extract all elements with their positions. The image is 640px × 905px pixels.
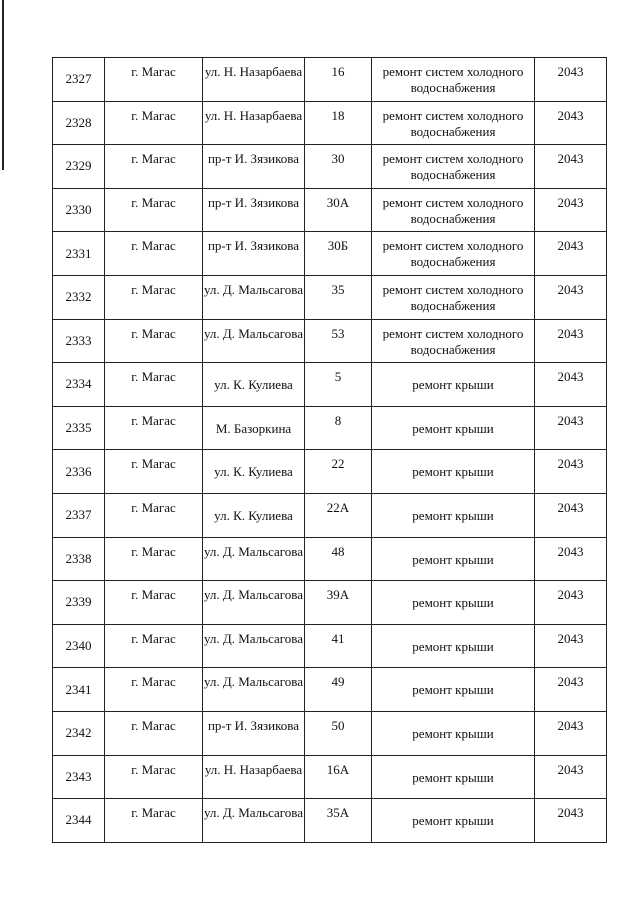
- table-row: [53, 232, 607, 276]
- table-row: [53, 101, 607, 145]
- street-cell: ул. К. Кулиева: [203, 363, 305, 407]
- repair-schedule-table: [52, 57, 607, 843]
- row-number-cell: 2332: [53, 275, 105, 319]
- work-type-cell: ремонт крыши: [372, 668, 535, 712]
- table-row: [53, 450, 607, 494]
- city-cell: г. Магас: [105, 363, 203, 407]
- work-type-cell: ремонт систем холодного водоснабжения: [372, 275, 535, 319]
- house-number-cell: 30Б: [305, 232, 372, 276]
- row-number-cell: 2335: [53, 406, 105, 450]
- row-number-cell: 2327: [53, 58, 105, 102]
- row-number-cell: 2330: [53, 188, 105, 232]
- street-cell: ул. Д. Мальсагова: [203, 537, 305, 581]
- house-number-cell: 49: [305, 668, 372, 712]
- scan-left-edge-line: [2, 0, 4, 170]
- street-cell: ул. Д. Мальсагова: [203, 799, 305, 843]
- table-row: [53, 668, 607, 712]
- row-number-cell: 2336: [53, 450, 105, 494]
- city-cell: г. Магас: [105, 799, 203, 843]
- work-type-cell: ремонт крыши: [372, 755, 535, 799]
- street-cell: ул. Н. Назарбаева: [203, 58, 305, 102]
- table-row: [53, 755, 607, 799]
- street-cell: ул. Д. Мальсагова: [203, 624, 305, 668]
- work-type-cell: ремонт систем холодного водоснабжения: [372, 58, 535, 102]
- table-row: [53, 581, 607, 625]
- row-number-cell: 2339: [53, 581, 105, 625]
- house-number-cell: 8: [305, 406, 372, 450]
- city-cell: г. Магас: [105, 145, 203, 189]
- street-cell: М. Базоркина: [203, 406, 305, 450]
- table-row: [53, 493, 607, 537]
- city-cell: г. Магас: [105, 755, 203, 799]
- work-type-cell: ремонт систем холодного водоснабжения: [372, 232, 535, 276]
- table-row: [53, 537, 607, 581]
- work-type-cell: ремонт крыши: [372, 406, 535, 450]
- city-cell: г. Магас: [105, 232, 203, 276]
- year-cell: 2043: [535, 450, 607, 494]
- house-number-cell: 16А: [305, 755, 372, 799]
- table-row: [53, 406, 607, 450]
- table-row: [53, 711, 607, 755]
- city-cell: г. Магас: [105, 450, 203, 494]
- house-number-cell: 50: [305, 711, 372, 755]
- house-number-cell: 53: [305, 319, 372, 363]
- year-cell: 2043: [535, 145, 607, 189]
- city-cell: г. Магас: [105, 624, 203, 668]
- row-number-cell: 2341: [53, 668, 105, 712]
- city-cell: г. Магас: [105, 711, 203, 755]
- year-cell: 2043: [535, 101, 607, 145]
- house-number-cell: 30А: [305, 188, 372, 232]
- year-cell: 2043: [535, 493, 607, 537]
- row-number-cell: 2334: [53, 363, 105, 407]
- row-number-cell: 2337: [53, 493, 105, 537]
- work-type-cell: ремонт систем холодного водоснабжения: [372, 145, 535, 189]
- house-number-cell: 39А: [305, 581, 372, 625]
- year-cell: 2043: [535, 581, 607, 625]
- street-cell: ул. Д. Мальсагова: [203, 275, 305, 319]
- street-cell: пр-т И. Зязикова: [203, 711, 305, 755]
- street-cell: ул. К. Кулиева: [203, 493, 305, 537]
- year-cell: 2043: [535, 668, 607, 712]
- work-type-cell: ремонт систем холодного водоснабжения: [372, 101, 535, 145]
- house-number-cell: 22: [305, 450, 372, 494]
- city-cell: г. Магас: [105, 58, 203, 102]
- table-row: [53, 275, 607, 319]
- street-cell: ул. К. Кулиева: [203, 450, 305, 494]
- city-cell: г. Магас: [105, 406, 203, 450]
- row-number-cell: 2344: [53, 799, 105, 843]
- city-cell: г. Магас: [105, 188, 203, 232]
- house-number-cell: 48: [305, 537, 372, 581]
- row-number-cell: 2331: [53, 232, 105, 276]
- row-number-cell: 2333: [53, 319, 105, 363]
- house-number-cell: 5: [305, 363, 372, 407]
- year-cell: 2043: [535, 232, 607, 276]
- city-cell: г. Магас: [105, 275, 203, 319]
- work-type-cell: ремонт крыши: [372, 493, 535, 537]
- street-cell: ул. Д. Мальсагова: [203, 581, 305, 625]
- row-number-cell: 2343: [53, 755, 105, 799]
- street-cell: ул. Д. Мальсагова: [203, 668, 305, 712]
- table-row: [53, 319, 607, 363]
- city-cell: г. Магас: [105, 319, 203, 363]
- table-row: [53, 145, 607, 189]
- year-cell: 2043: [535, 406, 607, 450]
- street-cell: пр-т И. Зязикова: [203, 232, 305, 276]
- table-row: [53, 58, 607, 102]
- table-row: [53, 624, 607, 668]
- year-cell: 2043: [535, 624, 607, 668]
- city-cell: г. Магас: [105, 101, 203, 145]
- house-number-cell: 35: [305, 275, 372, 319]
- house-number-cell: 35А: [305, 799, 372, 843]
- work-type-cell: ремонт систем холодного водоснабжения: [372, 319, 535, 363]
- table-row: [53, 363, 607, 407]
- row-number-cell: 2338: [53, 537, 105, 581]
- year-cell: 2043: [535, 363, 607, 407]
- city-cell: г. Магас: [105, 581, 203, 625]
- year-cell: 2043: [535, 755, 607, 799]
- house-number-cell: 30: [305, 145, 372, 189]
- street-cell: пр-т И. Зязикова: [203, 188, 305, 232]
- year-cell: 2043: [535, 537, 607, 581]
- house-number-cell: 16: [305, 58, 372, 102]
- table-body: [53, 58, 607, 843]
- work-type-cell: ремонт крыши: [372, 799, 535, 843]
- table-row: [53, 799, 607, 843]
- year-cell: 2043: [535, 58, 607, 102]
- street-cell: ул. Д. Мальсагова: [203, 319, 305, 363]
- city-cell: г. Магас: [105, 668, 203, 712]
- row-number-cell: 2340: [53, 624, 105, 668]
- work-type-cell: ремонт систем холодного водоснабжения: [372, 188, 535, 232]
- house-number-cell: 41: [305, 624, 372, 668]
- house-number-cell: 18: [305, 101, 372, 145]
- work-type-cell: ремонт крыши: [372, 450, 535, 494]
- year-cell: 2043: [535, 188, 607, 232]
- work-type-cell: ремонт крыши: [372, 711, 535, 755]
- work-type-cell: ремонт крыши: [372, 581, 535, 625]
- city-cell: г. Магас: [105, 493, 203, 537]
- year-cell: 2043: [535, 711, 607, 755]
- year-cell: 2043: [535, 319, 607, 363]
- row-number-cell: 2329: [53, 145, 105, 189]
- street-cell: ул. Н. Назарбаева: [203, 101, 305, 145]
- row-number-cell: 2328: [53, 101, 105, 145]
- year-cell: 2043: [535, 799, 607, 843]
- row-number-cell: 2342: [53, 711, 105, 755]
- city-cell: г. Магас: [105, 537, 203, 581]
- work-type-cell: ремонт крыши: [372, 624, 535, 668]
- work-type-cell: ремонт крыши: [372, 363, 535, 407]
- year-cell: 2043: [535, 275, 607, 319]
- house-number-cell: 22А: [305, 493, 372, 537]
- work-type-cell: ремонт крыши: [372, 537, 535, 581]
- table-row: [53, 188, 607, 232]
- street-cell: пр-т И. Зязикова: [203, 145, 305, 189]
- street-cell: ул. Н. Назарбаева: [203, 755, 305, 799]
